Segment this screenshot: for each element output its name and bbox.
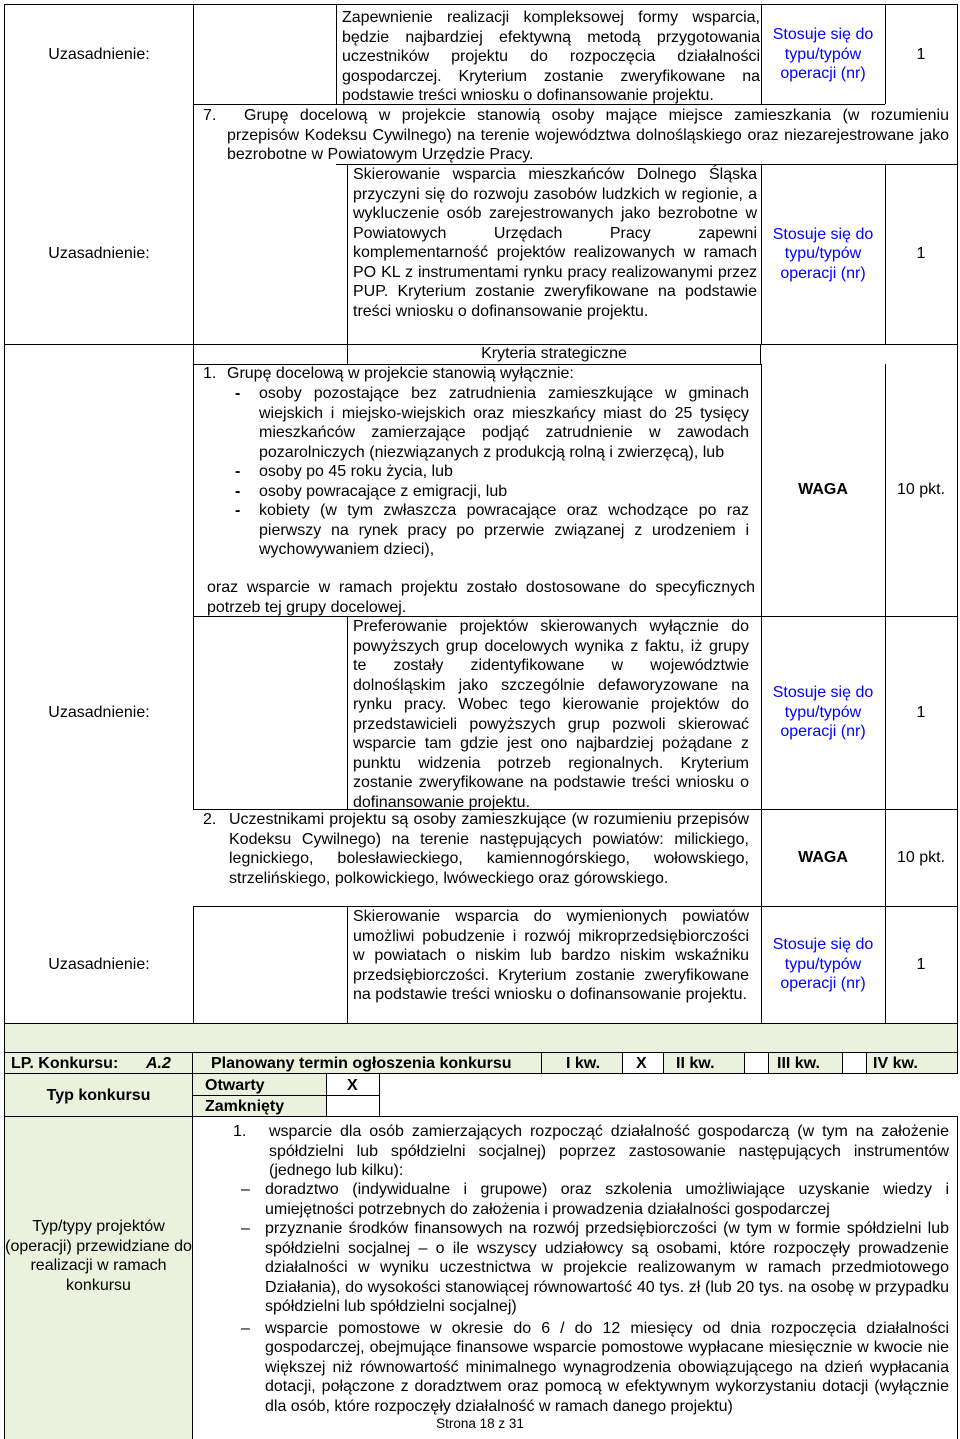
applies-to-label: Stosuje się do typu/typów operacji (nr)	[772, 26, 874, 83]
strategic-heading: Kryteria strategiczne	[347, 344, 761, 364]
types-intro: wsparcie dla osób zamierzających rozpocząć działalność gospodarczą (w tym na założenie spółdzielni lub spółdzielni socjalnej) poprzez zastosowanie następujących instrumentów (jednego lub kilku):	[269, 1123, 949, 1179]
types-label: Typ/typy projektów (operacji) przewidziane do realizacji w ramach konkursu	[5, 1218, 192, 1294]
justification-text: Skierowanie wsparcia do wymienionych powiatów umożliwi pobudzenie i rozwój mikroprzedsiębiorczości w powiatach o niskim lub bardzo niskim wskaźniku przedsiębiorczości. Kryterium zostanie zweryfikowane na podstawie treści wniosku o dofinansowanie projektu.	[353, 908, 749, 1003]
points-value: 10 pkt.	[896, 481, 946, 499]
criterion-text: Uczestnikami projektu są osoby zamieszkujące (w rozumieniu przepisów Kodeksu Cywilnego) na terenie następujących powiatów: milickiego, legnickiego, bolesławieckiego, kamiennogórskiego, wołowskiego, strzelińskiego, polkowickiego, lwóweckiego oraz górowskiego.	[229, 811, 749, 887]
criterion-list	[231, 384, 749, 560]
q1-mark: X	[636, 1055, 647, 1072]
q2-mark-cell	[744, 1052, 769, 1074]
types-list	[235, 1180, 949, 1416]
contest-table	[4, 1052, 958, 1439]
criterion-text	[227, 106, 949, 165]
applies-to-value: 1	[916, 245, 926, 263]
closed-mark-cell	[326, 1095, 380, 1117]
list-item: – doradztwo (indywidualne i grupowe) oraz szkolenia umożliwiające uzyskanie wiedzy i umiejętności potrzebnych do założenia i prowadzenia działalności gospodarczej	[235, 1180, 949, 1219]
criterion-outro: oraz wsparcie w ramach projektu zostało dostosowane do specyficznych potrzeb tej grupy docelowej.	[207, 579, 755, 616]
justification-label: Uzasadnienie:	[48, 703, 150, 721]
list-item: - osoby pozostające bez zatrudnienia zamieszkujące w gminach wiejskich i miejsko-wiejskich oraz mieszkańcy miast do 25 tysięcy mieszkańców zamierzające podjąć zatrudnienie w zawodach pozarolniczych (niezwiązanych z produkcją rolną i zwierzęcą), lub	[231, 384, 749, 462]
q3-label: III kw.	[777, 1055, 820, 1072]
open-label: Otwarty	[205, 1077, 265, 1094]
criterion-7-text: Grupę docelową w projekcie stanowią osoby mające miejsce zamieszkania (w rozumieniu przepisów Kodeksu Cywilnego) na terenie województwa dolnośląskiego oraz niezarejestrowane jako bezrobotne w Powiatowym Urzędzie Pracy.	[227, 107, 949, 163]
criterion-number: 7.	[203, 107, 217, 124]
lp-label: LP. Konkursu:	[11, 1055, 119, 1072]
criteria-table	[4, 4, 958, 1024]
points-value: 10 pkt.	[896, 848, 946, 866]
types-content-cell	[192, 1116, 958, 1439]
closed-cell	[192, 1095, 327, 1117]
justification-label: Uzasadnienie:	[48, 955, 150, 973]
list-item: – przyznanie środków finansowych na rozwój przedsiębiorczości (w tym w formie spółdzielni lub spółdzielni socjalnej – o ile wszyscy udziałowcy są osobami, które rozpoczęły prowadzenie działalności w wyniku uczestnictwa w projekcie realizowanym w ramach przedmiotowego Działania), do wysokości stanowiącej równowartość 40 tys. zł (lub 20 tys. na osobę w przypadku spółdzielni lub spółdzielni socjalnej)	[235, 1219, 949, 1317]
justification-text: Zapewnienie realizacji kompleksowej formy wsparcia, będzie najbardziej efektywną metodą przygotowania uczestników projektu do rozpoczęcia działalności gospodarczej. Kryterium zostanie zweryfikowane na podstawie treści wniosku o dofinansowanie projektu.	[342, 9, 760, 104]
list-item: – wsparcie pomostowe w okresie do 6 / do 12 miesięcy od dnia rozpoczęcia działalności gospodarczej, obejmujące finansowe wsparcie pomostowe wypłacane miesięcznie w kwocie nie większej niż równowartość minimalnego wynagrodzenia obowiązującego na dzień wypłacania dotacji, połączone z doradztwem oraz pomocą w efektywnym wykorzystaniu dotacji (wyłącznie dla osób, które rozpoczęły działalność w ramach danego projektu)	[235, 1319, 949, 1417]
justification-label: Uzasadnienie:	[48, 45, 150, 63]
q1-mark-cell	[622, 1052, 664, 1074]
applies-to-label: Stosuje się do typu/typów operacji (nr)	[772, 225, 874, 282]
applies-to-label: Stosuje się do typu/typów operacji (nr)	[772, 936, 874, 993]
justification-text: Preferowanie projektów skierowanych wyłącznie do powyższych grup docelowych wynika z faktu, iż grupy te zostały zidentyfikowane w województwie dolnośląskim jako szczególnie defaworyzowane na rynku pracy. Wobec tego kierowanie projektów do przedstawicieli powyższych grup pozwoli skierować wsparcie tam gdzie jest ono najbardziej pożądane z punktu widzenia potrzeb regionalnych. Kryterium zostanie zweryfikowane na podstawie treści wniosku o dofinansowanie projektu.	[353, 618, 749, 811]
criterion-intro: Grupę docelową w projekcie stanowią wyłącznie:	[227, 365, 574, 382]
q2-label: II kw.	[676, 1055, 715, 1072]
q4-label: IV kw.	[873, 1055, 918, 1072]
applies-to-value: 1	[916, 955, 926, 973]
lp-label-cell	[4, 1052, 193, 1074]
open-mark: X	[347, 1077, 358, 1094]
q1-label: I kw.	[566, 1055, 601, 1072]
term-label: Planowany termin ogłoszenia konkursu	[211, 1055, 512, 1072]
weight-label: WAGA	[798, 481, 848, 499]
closed-label: Zamknięty	[205, 1098, 285, 1115]
justification-label: Uzasadnienie:	[48, 245, 150, 263]
type-label-cell	[4, 1073, 193, 1117]
open-mark-cell	[326, 1073, 380, 1096]
q3-mark-cell	[842, 1052, 867, 1074]
types-label-cell	[4, 1116, 193, 1439]
q3-cell	[768, 1052, 843, 1074]
list-item: - kobiety (w tym zwłaszcza powracające oraz wchodzące po raz pierwszy na rynek pracy po przerwie związanej z urodzeniem i wychowywaniem dzieci),	[231, 501, 749, 560]
q4-cell	[866, 1052, 958, 1074]
weight-label: WAGA	[798, 848, 848, 866]
open-cell	[192, 1073, 327, 1096]
q1-cell	[541, 1052, 623, 1074]
list-item: - osoby powracające z emigracji, lub	[231, 482, 749, 502]
applies-to-label: Stosuje się do typu/typów operacji (nr)	[772, 684, 874, 741]
types-number: 1.	[233, 1123, 247, 1140]
criterion-number: 2.	[203, 811, 217, 828]
justification-text: Skierowanie wsparcia mieszkańców Dolnego Śląska przyczyni się do rozwoju zasobów ludzkich w regionie, a wykluczenie osób zarejestrowanych jako bezrobotne w Powiatowych Urzędach Pracy zapewni komplementarność projektów realizowanych w ramach PO KL z instrumentami rynku pracy realizowanymi przez PUP. Kryterium zostanie zweryfikowane na podstawie treści wniosku o dofinansowanie projektu.	[353, 166, 757, 320]
lp-value: A.2	[146, 1055, 171, 1072]
term-label-cell	[192, 1052, 542, 1074]
applies-to-value: 1	[916, 703, 926, 721]
criteria-row-prev	[5, 5, 957, 104]
page-footer: Strona 18 z 31	[436, 1416, 524, 1431]
applies-to-value: 1	[916, 45, 926, 63]
section-separator	[4, 1024, 958, 1052]
criterion-number: 1.	[203, 365, 217, 382]
type-label: Typ konkursu	[46, 1087, 151, 1104]
list-item: - osoby po 45 roku życia, lub	[231, 462, 749, 482]
q2-cell	[663, 1052, 745, 1074]
